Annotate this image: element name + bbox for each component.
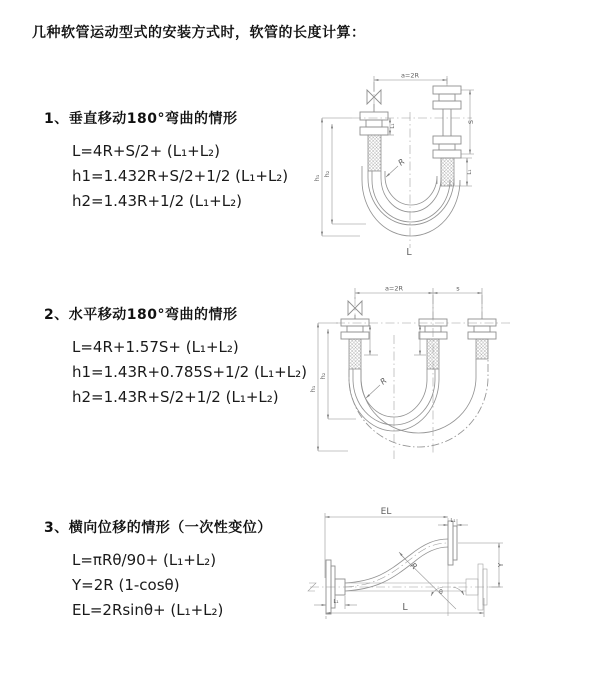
formula-line: h2=1.43R+1/2 (L₁+L₂): [72, 192, 242, 210]
formula-line: L=4R+S/2+ (L₁+L₂): [72, 142, 220, 160]
dim-label-el: EL: [380, 507, 392, 517]
formula-line: Y=2R (1-cosθ): [72, 576, 180, 594]
section-vertical-movement: [44, 108, 288, 214]
length-label: L: [406, 247, 412, 258]
dim-label-l1-left: L₁: [390, 123, 396, 129]
dim-label-h2: h₂: [319, 372, 327, 380]
hose-u-curves: [349, 359, 488, 447]
diagram-lateral-displacement: [298, 498, 593, 653]
section-3-heading: 3、横向位移的情形（一次性变位）: [44, 520, 272, 536]
dim-label-l1-left: L₁: [333, 599, 339, 605]
middle-pipe-position-1: [419, 319, 447, 369]
dim-label-h1: h₁: [313, 174, 321, 182]
left-pipe-fixed: [341, 319, 369, 369]
dimensions: [309, 285, 482, 452]
section-1-heading: 1、垂直移动180°弯曲的情形: [44, 111, 238, 127]
length-label: L: [402, 602, 408, 613]
section-2-heading: 2、水平移动180°弯曲的情形: [44, 307, 238, 323]
formula-line: EL=2Rsinθ+ (L₁+L₂): [72, 601, 224, 619]
dim-label-h1: h₁: [309, 385, 317, 393]
centerlines: [336, 295, 513, 459]
angle-label: θ: [439, 589, 443, 596]
diagram-vertical-180-bend: [312, 66, 538, 266]
formula-line: L=4R+1.57S+ (L₁+L₂): [72, 338, 239, 356]
diagram-horizontal-180-bend: [308, 283, 560, 465]
right-pipe-position-2: [468, 319, 496, 359]
dim-label-a2r: a=2R: [384, 284, 404, 293]
dim-label-s: s: [456, 284, 460, 293]
dim-label-h2: h₂: [323, 170, 331, 178]
formula-line: L=πRθ/90+ (L₁+L₂): [72, 551, 217, 569]
formula-line: h1=1.432R+S/2+1/2 (L₁+L₂): [72, 167, 289, 185]
right-pipe-moving: [433, 86, 461, 186]
radius-label: R: [408, 561, 419, 572]
formula-line: h2=1.43R+S/2+1/2 (L₁+L₂): [72, 388, 279, 406]
left-pipe-fixed: [360, 112, 388, 171]
dim-label-y: Y: [497, 562, 505, 568]
dim-label-s: S: [467, 119, 475, 125]
displaced-flange: [448, 521, 457, 565]
dim-label-l1-right: L₁: [467, 169, 473, 175]
page-title: 几种软管运动型式的安装方式时，软管的长度计算：: [32, 25, 366, 41]
formula-line: h1=1.43R+0.785S+1/2 (L₁+L₂): [72, 363, 307, 381]
section-horizontal-movement: [44, 304, 307, 410]
dimensions: [313, 72, 475, 237]
radius-label: R: [396, 157, 407, 168]
dim-label-l1-top: L₁: [450, 518, 456, 524]
dim-label-a2r: a=2R: [400, 71, 420, 80]
radius-label: R: [378, 376, 389, 387]
section-lateral-displacement: [44, 517, 272, 623]
